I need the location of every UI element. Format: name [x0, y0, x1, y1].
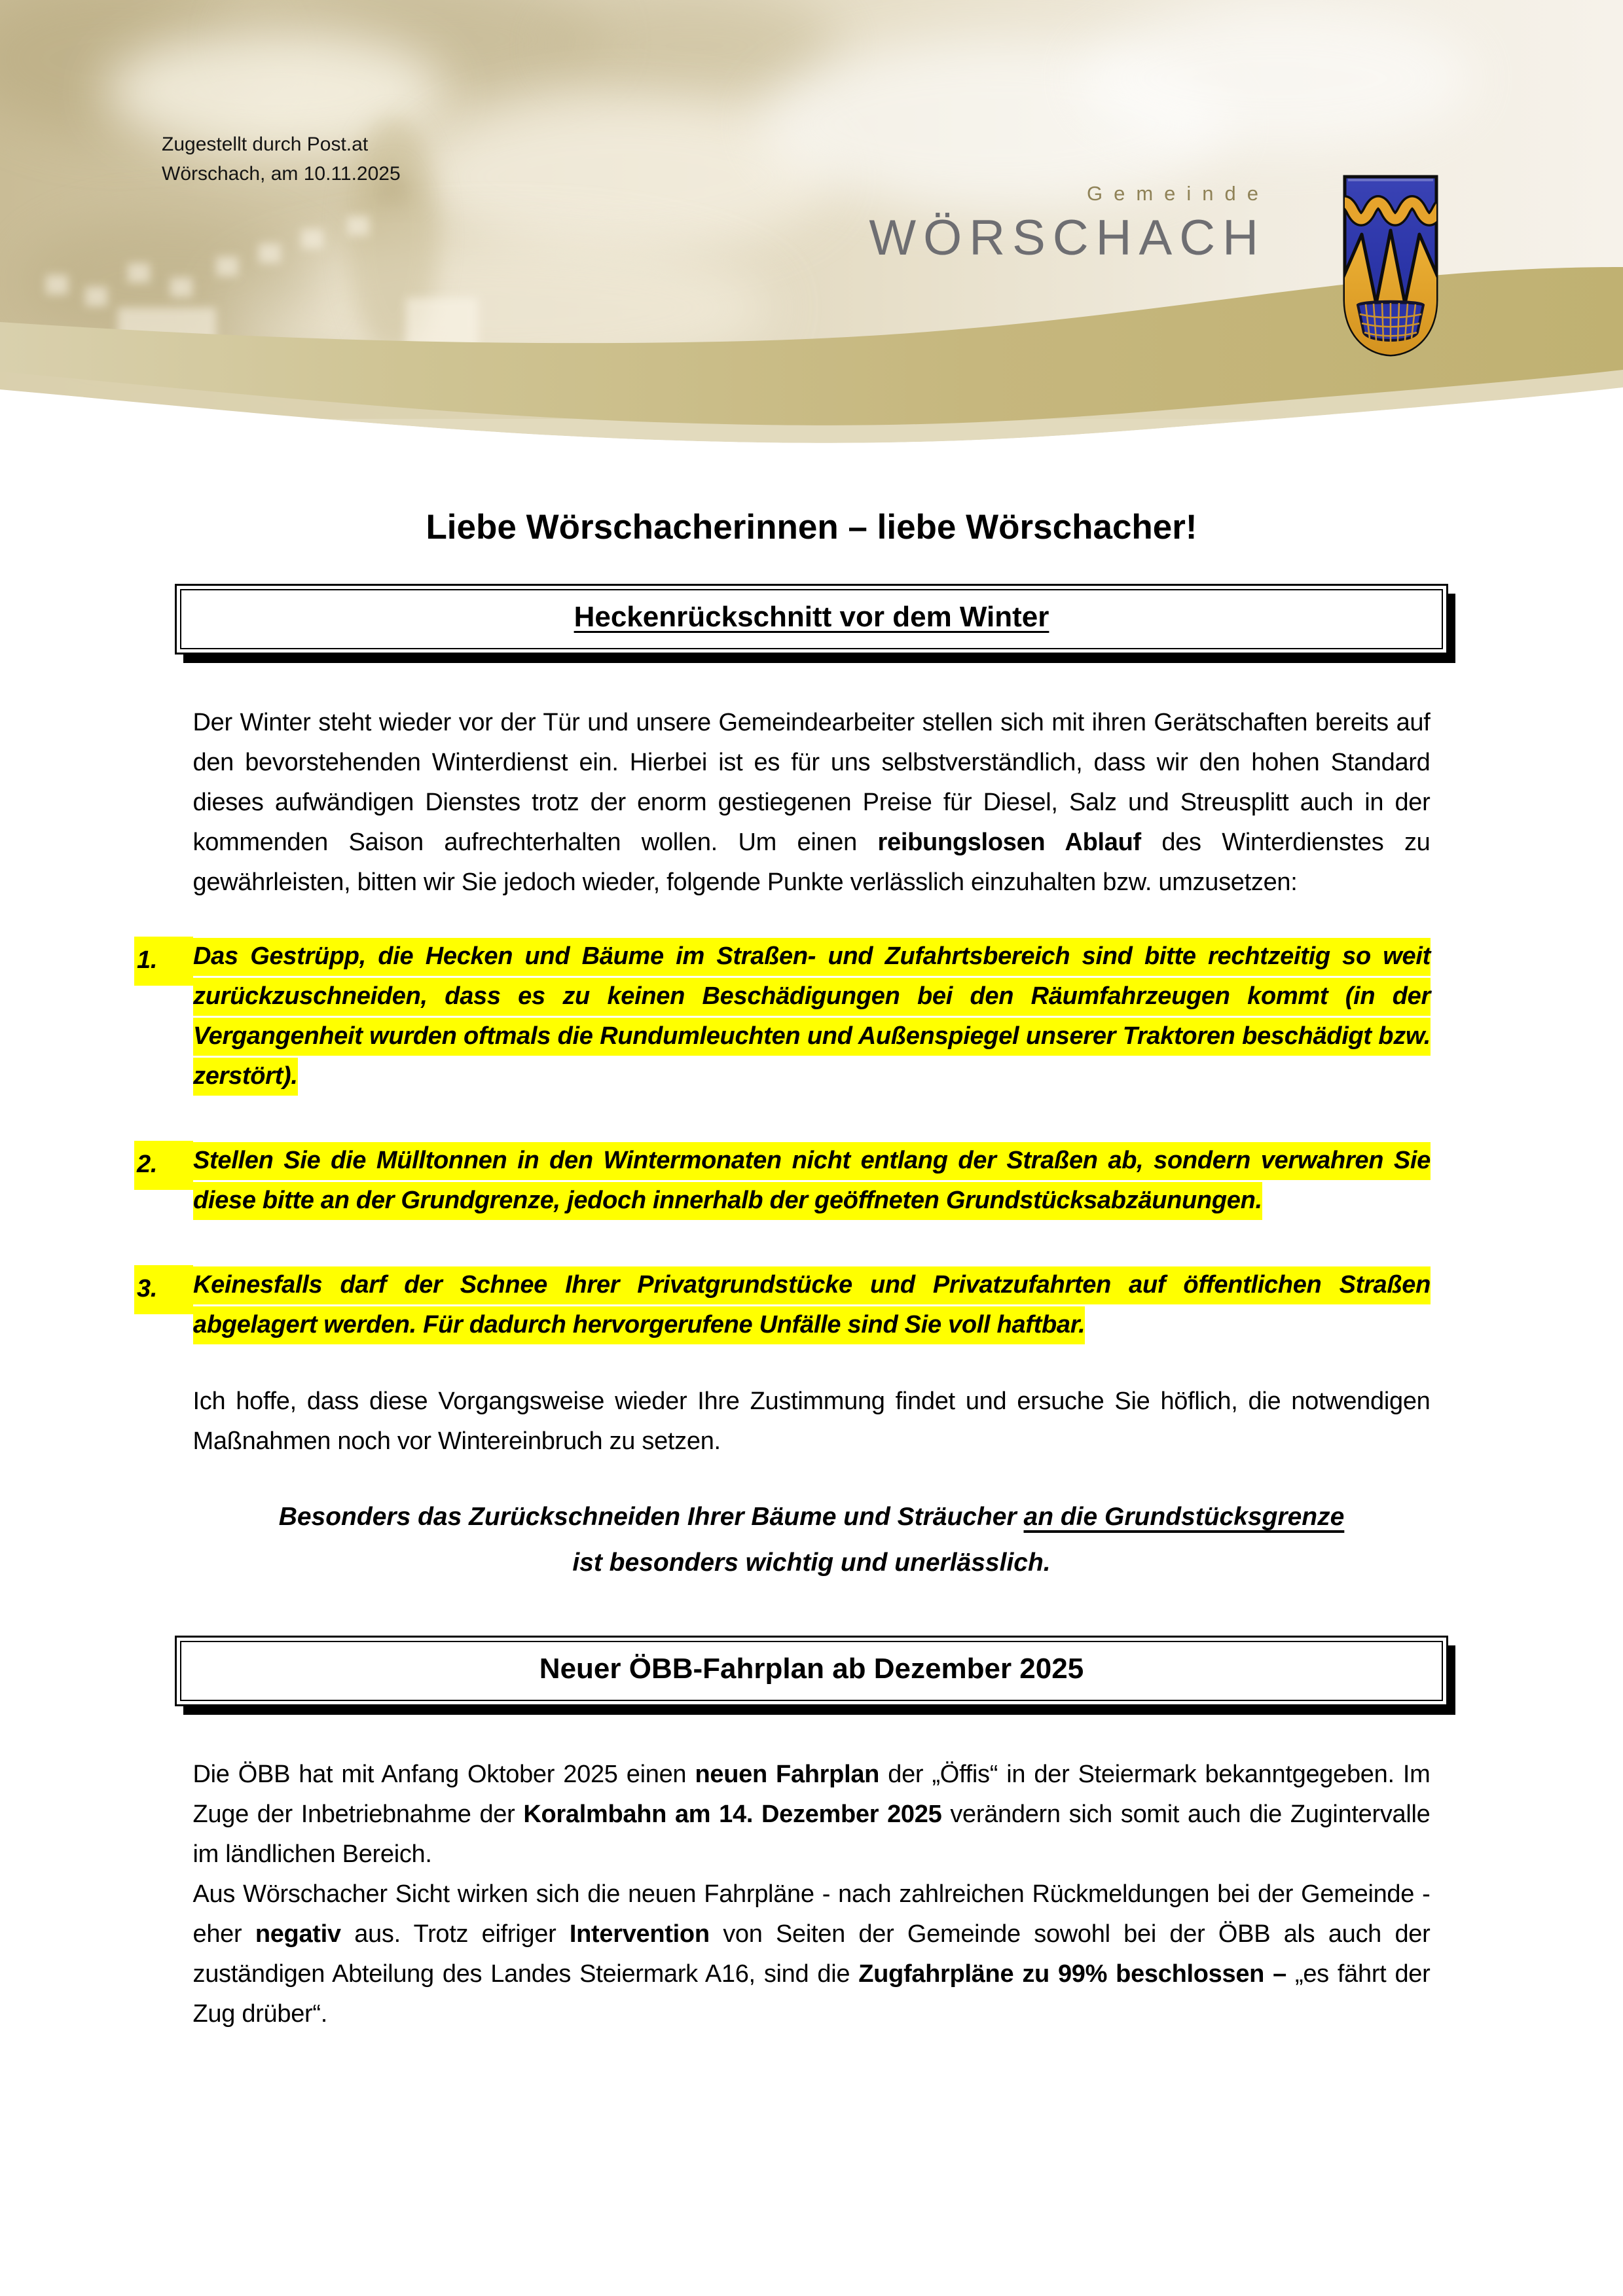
p1-run3: verändern sich somit auch die Zugintervalle im ländlichen Bereich. [192, 1801, 1431, 1868]
p1-bold1: neuen Fahrplan [695, 1761, 880, 1788]
hedge-intro-paragraph [193, 703, 1431, 903]
list-item-text: Keinesfalls darf der Schnee Ihrer Privatgrundstücke und Privatzufahrten auf öffentlichen Straßen abgelagert werden. Für dadurch hervorgerufene Unfälle sind Sie voll haftbar. [193, 1266, 1431, 1344]
p2-bold1: negativ [255, 1920, 341, 1948]
p1-run1: Die ÖBB hat mit Anfang Oktober 2025 einen [192, 1761, 695, 1788]
woerschach-coat-of-arms-icon [1340, 174, 1442, 358]
list-item-number: 1. [134, 937, 193, 986]
emphasis-line1 [0, 1494, 1623, 1540]
intro-run2: des Winterdienstes zu gewährleisten, bitten wir Sie jedoch wieder, folgende Punkte verlässlich einzuhalten bzw. umzusetzen: [192, 829, 1431, 896]
emphasis-underlined: an die Grundstücksgrenze [1023, 1503, 1345, 1531]
list-item [134, 937, 1431, 1096]
emphasis-run1: Besonders das Zurückschneiden Ihrer Bäume und Sträucher [278, 1503, 1024, 1531]
oebb-paragraph-1 [193, 1755, 1431, 1874]
oebb-section-heading: Neuer ÖBB-Fahrplan ab Dezember 2025 [539, 1653, 1084, 1685]
section-heading-box-hedge [175, 584, 1448, 655]
page-title: Liebe Wörschacherinnen – liebe Wörschacher! [426, 508, 1197, 547]
hedge-closing-paragraph: Ich hoffe, dass diese Vorgangsweise wieder Ihre Zustimmung findet und ersuche Sie höflich, die notwendigen Maßnahmen noch vor Wintereinbruch zu setzen. [192, 1388, 1431, 1455]
logo-subtitle: Gemeinde [1086, 182, 1269, 205]
heading-box-inner [180, 589, 1443, 649]
p1-bold2: Koralmbahn am 14. Dezember 2025 [523, 1801, 942, 1828]
list-item-number: 3. [134, 1265, 193, 1314]
logo-name: WÖRSCHACH [869, 210, 1266, 266]
emphasis-line2: ist besonders wichtig und unerlässlich. [572, 1549, 1051, 1577]
list-item-number: 2. [134, 1141, 193, 1190]
oebb-paragraphs [193, 1755, 1431, 2034]
list-item [134, 1141, 1431, 1221]
intro-run1: Der Winter steht wieder vor der Tür und unsere Gemeindearbeiter stellen sich mit ihren Gerätschaften bereits auf den bevorstehenden Winterdienst ein. Hierbei ist es für uns selbstverständlich, dass wir den hohen Standard dieses aufwändigen Dienstes trotz der enorm gestiegenen Preise für Diesel, Salz und Streusplitt auch in der kommenden Saison aufrechterhalten wollen. Um einen [192, 709, 1431, 856]
delivery-note-line2: Wörschach, am 10.11.2025 [162, 163, 401, 185]
list-item-text: Das Gestrüpp, die Hecken und Bäume im Straßen- und Zufahrtsbereich sind bitte rechtzeitig so weit zurückzuschneiden, dass es zu keinen Beschädigungen bei den Räumfahrzeugen kommt (in der Vergangenheit wurden oftmals die Rundumleuchten und Außenspiegel unserer Traktoren beschädigt bzw. zerstört). [193, 938, 1431, 1096]
list-item [134, 1265, 1431, 1345]
heading-box-inner [180, 1641, 1443, 1701]
p2-run3: von Seiten der Gemeinde sowohl bei der ÖBB als auch der zuständigen Abteilung des Landes Steiermark A16, sind die [192, 1920, 1431, 1988]
delivery-note-line1: Zugestellt durch Post.at [162, 134, 369, 155]
intro-bold: reibungslosen Ablauf [877, 829, 1141, 856]
p2-run4: „es fährt der Zug drüber“. [192, 1960, 1431, 2028]
municipality-logo [869, 181, 1269, 266]
basket [1358, 302, 1423, 342]
p2-bold3: Zugfahrpläne zu 99% beschlossen – [858, 1960, 1286, 1988]
hedge-emphasis [0, 1494, 1623, 1586]
p2-run2: aus. Trotz eifriger [340, 1920, 570, 1948]
hedge-section-heading: Heckenrückschnitt vor dem Winter [574, 601, 1049, 633]
section-heading-box-oebb [175, 1636, 1448, 1706]
p2-bold2: Intervention [569, 1920, 710, 1948]
p1-run2: der „Öffis“ in der Steiermark bekanntgegeben. Im Zuge der Inbetriebnahme der [192, 1761, 1431, 1828]
page-header [0, 0, 1623, 458]
delivery-note [162, 130, 401, 188]
list-item-text: Stellen Sie die Mülltonnen in den Wintermonaten nicht entlang der Straßen ab, sondern verwahren Sie diese bitte an der Grundgrenze, jedoch innerhalb der geöffneten Grundstücksabzäunungen. [193, 1142, 1431, 1220]
oebb-paragraph-2 [193, 1874, 1431, 2034]
winter-rules-list [0, 937, 1623, 1345]
p2-run1: Aus Wörschacher Sicht wirken sich die neuen Fahrpläne - nach zahlreichen Rückmeldungen bei der Gemeinde - eher [192, 1880, 1431, 1948]
